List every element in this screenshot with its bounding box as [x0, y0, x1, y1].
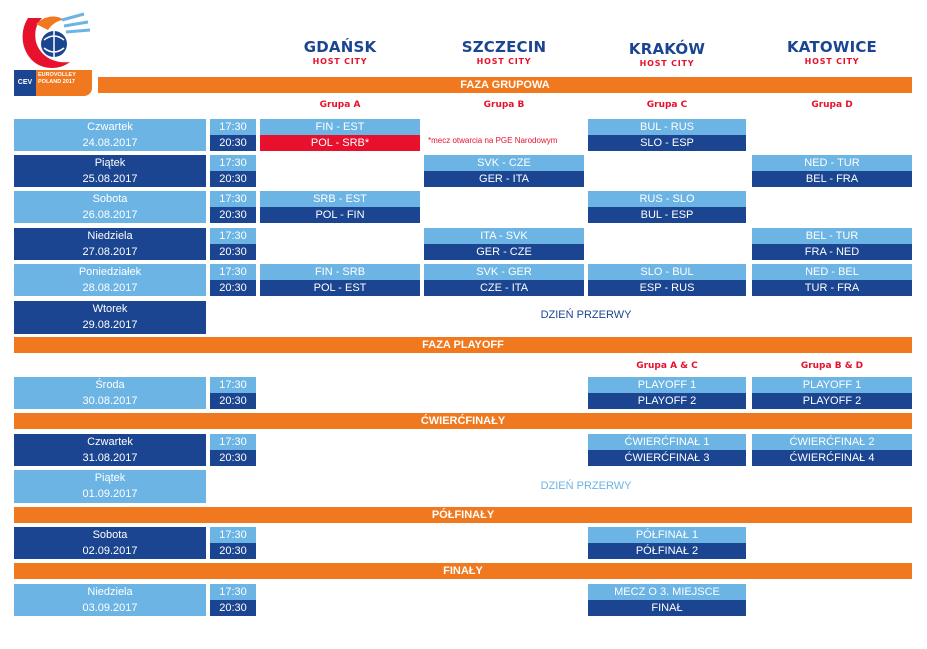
match-cell: PLAYOFF 2: [588, 393, 746, 409]
match-cell: ĆWIERĆFINAŁ 1: [588, 434, 746, 450]
time-2030: 20:30: [210, 207, 256, 223]
match-cell: BEL - TUR: [752, 228, 912, 244]
match-cell: POL - FIN: [260, 207, 420, 223]
match-cell: ĆWIERĆFINAŁ 4: [752, 450, 912, 466]
match-cell: PLAYOFF 2: [752, 393, 912, 409]
phase-final-header: FINAŁY: [14, 563, 912, 579]
day-row-label: Niedziela 27.08.2017: [14, 228, 206, 260]
time-1730: 17:30: [210, 155, 256, 171]
time-1730: 17:30: [210, 527, 256, 543]
match-cell: ĆWIERĆFINAŁ 2: [752, 434, 912, 450]
opening-match-cell: POL - SRB*: [260, 135, 420, 151]
day-row-label: Środa 30.08.2017: [14, 377, 206, 409]
city-szczecin: SZCZECIN HOST CITY: [461, 38, 547, 66]
time-2030: 20:30: [210, 244, 256, 260]
match-cell: FRA - NED: [752, 244, 912, 260]
city-gdansk: GDAŃSK HOST CITY: [303, 38, 377, 66]
group-c-label: Grupa C: [646, 100, 688, 110]
phase-semifinal-header: PÓŁFINAŁY: [14, 507, 912, 523]
group-b-label: Grupa B: [483, 100, 525, 110]
match-cell: SVK - GER: [424, 264, 584, 280]
day-row-label: Niedziela 03.09.2017: [14, 584, 206, 616]
match-cell: RUS - SLO: [588, 191, 746, 207]
day-row-label: Poniedziałek 28.08.2017: [14, 264, 206, 296]
match-cell: BUL - ESP: [588, 207, 746, 223]
time-1730: 17:30: [210, 191, 256, 207]
match-cell: POL - EST: [260, 280, 420, 296]
eagle-icon: [14, 10, 94, 72]
day-row-label: Czwartek 31.08.2017: [14, 434, 206, 466]
logo-caption: EUROVOLLEY POLAND 2017: [38, 72, 76, 85]
cev-logo: CEV: [14, 70, 36, 96]
time-1730: 17:30: [210, 584, 256, 600]
group-d-label: Grupa D: [811, 100, 853, 110]
match-cell: FIN - EST: [260, 119, 420, 135]
match-cell: MECZ O 3. MIEJSCE: [588, 584, 746, 600]
rest-day-text: DZIEŃ PRZERWY: [540, 480, 632, 492]
match-cell: NED - TUR: [752, 155, 912, 171]
match-cell: CZE - ITA: [424, 280, 584, 296]
match-cell: SLO - BUL: [588, 264, 746, 280]
time-2030: 20:30: [210, 543, 256, 559]
match-cell: FINAŁ: [588, 600, 746, 616]
match-cell: BEL - FRA: [752, 171, 912, 187]
match-cell: SRB - EST: [260, 191, 420, 207]
time-1730: 17:30: [210, 119, 256, 135]
match-cell: SLO - ESP: [588, 135, 746, 151]
match-cell: ESP - RUS: [588, 280, 746, 296]
phase-group-header: FAZA GRUPOWA: [98, 77, 912, 93]
phase-playoff-header: FAZA PLAYOFF: [14, 337, 912, 353]
match-cell: BUL - RUS: [588, 119, 746, 135]
match-cell: GER - CZE: [424, 244, 584, 260]
match-cell: ĆWIERĆFINAŁ 3: [588, 450, 746, 466]
phase-quarterfinal-header: ĆWIERĆFINAŁY: [14, 413, 912, 429]
rest-day-text: DZIEŃ PRZERWY: [540, 309, 632, 321]
time-1730: 17:30: [210, 434, 256, 450]
time-1730: 17:30: [210, 264, 256, 280]
match-cell: SVK - CZE: [424, 155, 584, 171]
group-bd-label: Grupa B & D: [800, 361, 864, 371]
opening-match-note: *mecz otwarcia na PGE Narodowym: [428, 136, 558, 145]
match-cell: PÓŁFINAŁ 1: [588, 527, 746, 543]
time-2030: 20:30: [210, 280, 256, 296]
match-cell: ITA - SVK: [424, 228, 584, 244]
match-cell: NED - BEL: [752, 264, 912, 280]
match-cell: PLAYOFF 1: [588, 377, 746, 393]
time-2030: 20:30: [210, 600, 256, 616]
city-katowice: KATOWICE HOST CITY: [786, 38, 878, 66]
group-a-label: Grupa A: [319, 100, 361, 110]
time-2030: 20:30: [210, 450, 256, 466]
day-row-label: Piątek 01.09.2017: [14, 470, 206, 503]
day-row-label: Sobota 26.08.2017: [14, 191, 206, 223]
match-cell: FIN - SRB: [260, 264, 420, 280]
day-row-label: Wtorek 29.08.2017: [14, 301, 206, 334]
day-row-label: Piątek 25.08.2017: [14, 155, 206, 187]
time-1730: 17:30: [210, 228, 256, 244]
time-2030: 20:30: [210, 393, 256, 409]
match-cell: TUR - FRA: [752, 280, 912, 296]
match-cell: PLAYOFF 1: [752, 377, 912, 393]
time-1730: 17:30: [210, 377, 256, 393]
day-row-label: Sobota 02.09.2017: [14, 527, 206, 559]
day-row-label: Czwartek 24.08.2017: [14, 119, 206, 151]
match-cell: PÓŁFINAŁ 2: [588, 543, 746, 559]
city-krakow: KRAKÓW HOST CITY: [628, 40, 706, 68]
time-2030: 20:30: [210, 171, 256, 187]
time-2030: 20:30: [210, 135, 256, 151]
match-cell: GER - ITA: [424, 171, 584, 187]
group-ac-label: Grupa A & C: [636, 361, 698, 371]
